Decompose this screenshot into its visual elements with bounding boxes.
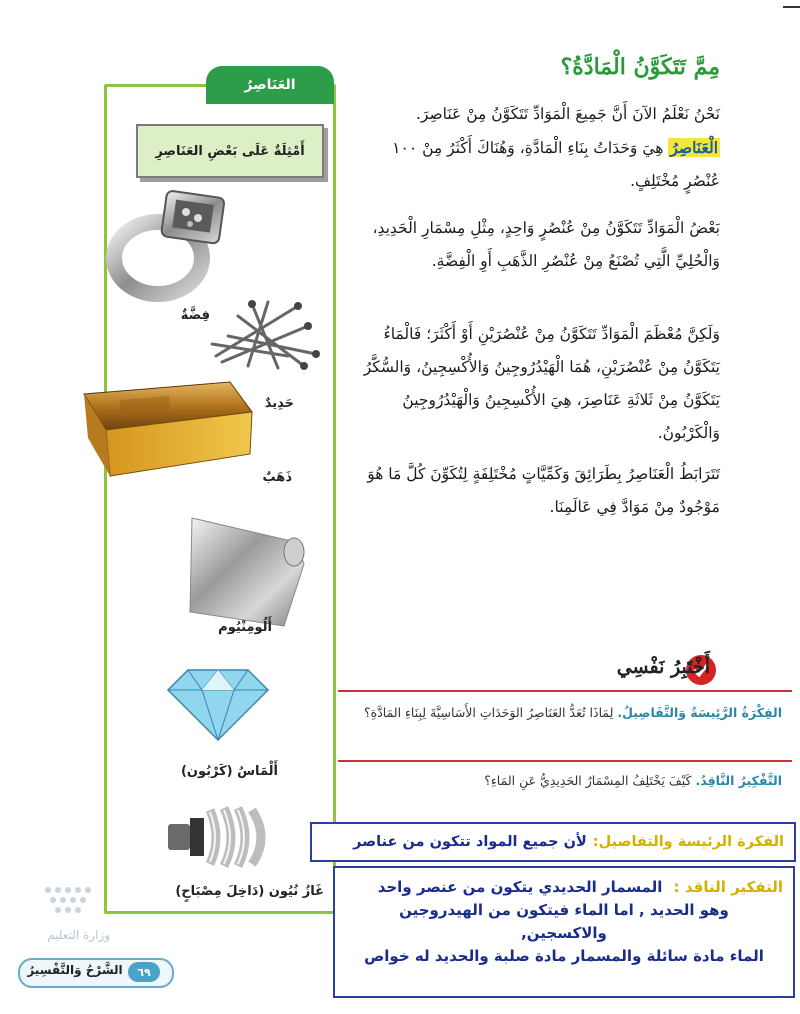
silver-caption: فِضَّةٌ	[180, 308, 210, 323]
question-2-text: كَيْفَ يَخْتَلِفُ المِسْمَارُ الحَدِيدِيُّ عَنِ المَاءِ؟	[484, 773, 692, 788]
top-rule	[783, 6, 800, 8]
answer-critical-line1: المسمار الحديدي يتكون من عنصر واحد	[377, 878, 663, 896]
paragraph-1-part1: نَحْنُ نَعْلَمُ الآنَ أَنَّ جَمِيعَ الْمَوَادِّ تَتَكَوَّنُ مِنْ عَنَاصِرَ.	[416, 105, 720, 123]
diamond-image	[166, 666, 270, 742]
question-1	[332, 700, 782, 726]
section-heading: مِمَّ تَتَكَوَّنُ الْمَادَّةُ؟	[560, 54, 720, 80]
quiz-rule-middle	[338, 760, 792, 762]
paragraph-2: بَعْضُ الْمَوَادِّ تَتَكَوَّنُ مِنْ عُنْصُرٍ وَاحِدٍ، مِثْلِ مِسْمَارِ الْحَدِيدِ، وَالْحُلِيِّ الَّتِي تُصْنَعُ مِنْ عُنْصُرِ الذَّهَبِ أَوِ الْفِضَّةِ.	[372, 219, 720, 270]
quiz-rule-top	[338, 690, 792, 692]
paragraph-4: تَتَرَابَطُ الْعَنَاصِرُ بِطَرَائِقَ وَكَمِّيَّاتٍ مُخْتَلِفَةٍ لِتُكَوِّنَ كُلَّ مَا هُوَ مَوْجُودٌ مِنْ مَوَادَّ فِي عَالَمِنَا.	[367, 465, 720, 516]
question-2-key: التَّفْكِيرُ النَّاقِدُ.	[695, 773, 782, 788]
iron-caption: حَدِيدٌ	[264, 396, 294, 411]
paragraph-1	[360, 98, 720, 198]
ministry-logo-icon	[42, 882, 102, 922]
question-2	[332, 768, 782, 794]
answer-main-idea	[310, 822, 796, 862]
diamond-caption: أَلْمَاسُ (كَرْبُون)	[180, 764, 278, 779]
iron-nails-image	[208, 296, 324, 372]
answer-main-idea-label: الفكرة الرئيسة والتفاصيل:	[592, 834, 784, 850]
answer-critical-line4: الماء مادة سائلة والمسمار مادة صلبة والحديد له خواص	[364, 947, 764, 965]
neon-caption: غَازُ نُيُون (دَاخِلَ مِصْبَاحٍ)	[175, 884, 324, 899]
answer-critical-line2: وهو الحديد , اما الماء فيتكون من الهيدروجين	[399, 901, 729, 919]
silver-ring-image	[106, 188, 230, 306]
quiz-title: أَخْتَبِرُ نَفْسِي	[616, 656, 710, 678]
aluminum-foil-image	[186, 508, 310, 632]
ministry-text: وزارة التعليم	[47, 928, 110, 942]
examples-title-box: أَمْثِلَةٌ عَلَى بَعْضِ العَنَاصِرِ	[136, 124, 324, 178]
answer-critical-line3: والاكسجين,	[521, 924, 607, 942]
gold-caption: ذَهَبٌ	[262, 470, 292, 485]
question-1-key: الفِكْرَةُ الرَّئِيسَةُ وَالتَّفَاصِيلُ.	[617, 705, 782, 720]
paragraph-1-part2: هِيَ وَحَدَاتُ بِنَاءِ الْمَادَّةِ، وَهُنَاكَ أَكْثَرُ مِنْ ١٠٠ عُنْصُرٍ مُخْتَلِفٍ.	[392, 139, 720, 190]
answer-critical-label: التفكير الناقد :	[673, 878, 783, 896]
footer-title: الشَّرْحُ وَالتَّفْسِيرُ	[27, 963, 123, 977]
aluminum-caption: أَلُومِنْيُوم	[218, 620, 272, 635]
panel-tab: العَنَاصِرُ	[206, 66, 334, 104]
gold-bar-image	[80, 376, 256, 480]
page-number: ٦٩	[128, 962, 160, 982]
paragraph-3: وَلَكِنَّ مُعْظَمَ الْمَوَادِّ تَتَكَوَّنُ مِنْ عُنْصُرَيْنِ أَوْ أَكْثَرَ؛ فَالْمَاءُ يَتَكَوَّنُ مِنْ عُنْصُرَيْنِ، هُمَا الْهَيْدُرُوجِينُ وَالأُكْسِجِينُ، وَالسُّكَّرُ يَتَكَوَّنُ مِنْ ثَلاثَةِ عَنَاصِرَ، هِيَ الأُكْسِجِينُ وَالْهَيْدُرُوجِينُ وَالْكَرْبُونُ.	[363, 325, 720, 442]
question-1-text: لِمَاذَا تُعَدُّ العَنَاصِرُ الوَحَدَاتِ الأَسَاسِيَّةَ لِبِنَاءِ المَادَّةِ؟	[364, 705, 614, 720]
neon-bulb-image	[166, 798, 280, 874]
term-elements: الْعَنَاصِرُ	[670, 138, 718, 157]
answer-critical-thinking	[333, 866, 795, 998]
answer-main-idea-text: لأن جميع المواد تتكون من عناصر	[353, 834, 587, 850]
